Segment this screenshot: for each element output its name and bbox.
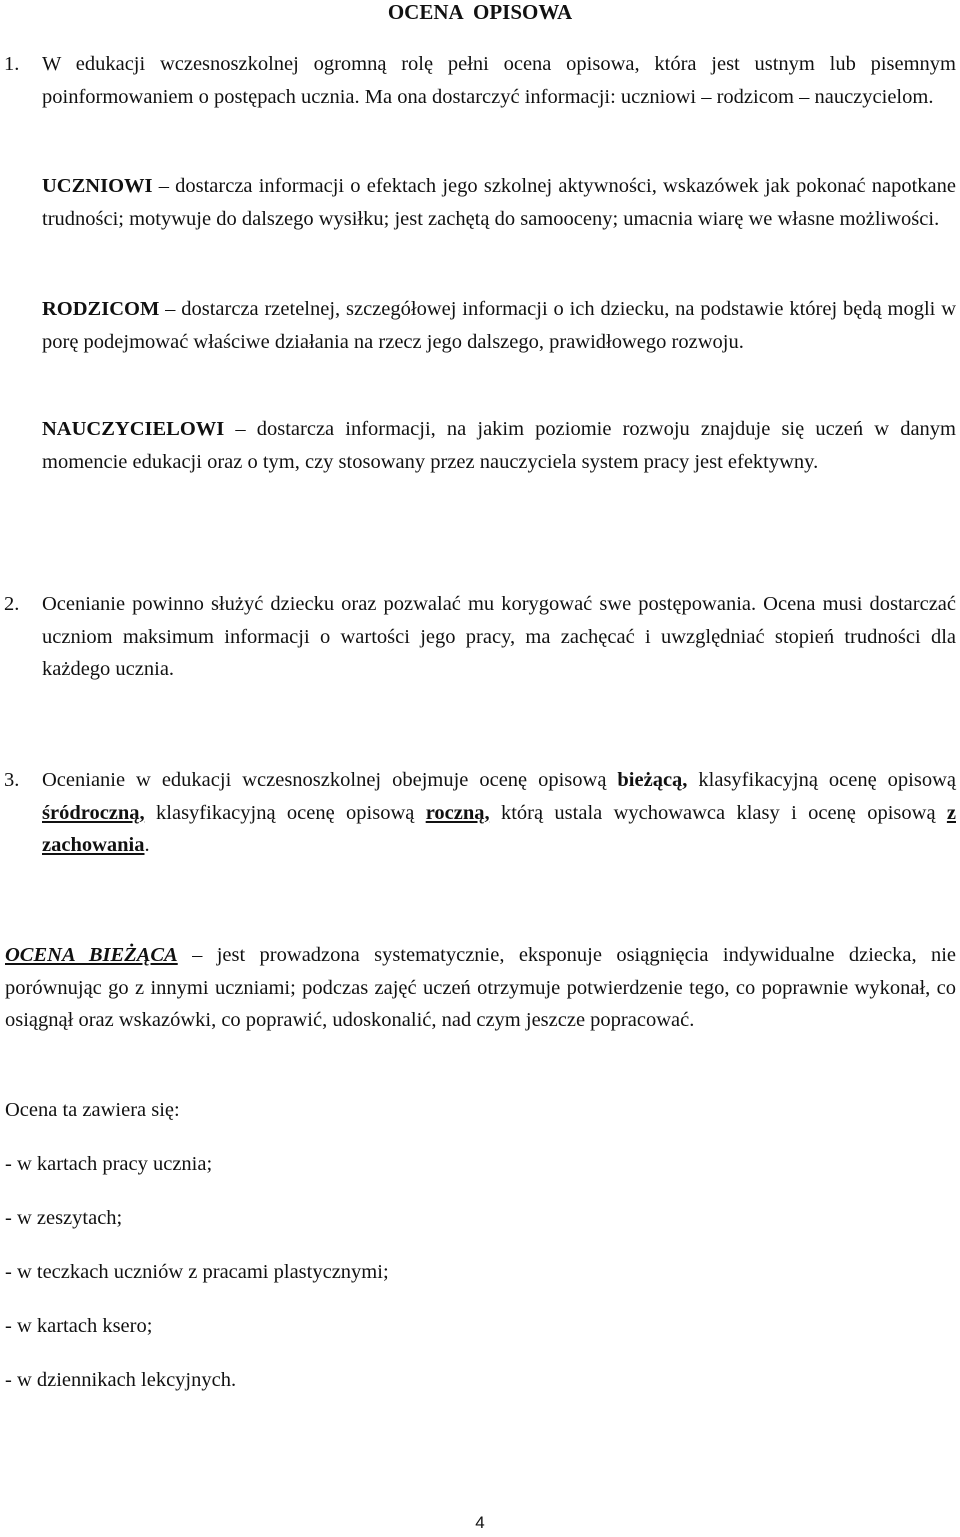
rodzicom-paragraph <box>42 293 956 358</box>
uczniowi-text: – dostarcza informacji o efektach jego szkolnej aktywności, wskazówek jak pokonać napotkane trudności; motywuje do dalszego wysiłku; jest zachętą do samooceny; umacnia wiarę we własne możliwości. <box>42 175 956 230</box>
section-3-number: 3. <box>4 769 20 791</box>
uczniowi-label: UCZNIOWI <box>42 175 153 197</box>
section-2-number: 2. <box>4 593 20 615</box>
list-item: - w dziennikach lekcyjnych. <box>5 1369 237 1391</box>
nauczycielowi-text: – dostarcza informacji, na jakim poziomie rozwoju znajduje się uczeń w danym momencie edukacji oraz o tym, czy stosowany przez nauczyciela system pracy jest efektywny. <box>42 418 956 473</box>
page-number: 4 <box>475 1513 485 1532</box>
biezaca-paragraph <box>5 939 956 1037</box>
list-item: - w teczkach uczniów z pracami plastycznymi; <box>5 1261 389 1283</box>
list-item: - w zeszytach; <box>5 1207 123 1229</box>
section-3-bold-biezaca: bieżącą, <box>617 769 688 791</box>
rodzicom-text: – dostarcza rzetelnej, szczegółowej informacji o ich dziecku, na podstawie której będą mogli w porę podejmować właściwe działania na rzecz jego dalszego, prawidłowego rozwoju. <box>42 298 956 353</box>
section-3-text-c: klasyfikacyjną ocenę opisową <box>144 801 426 824</box>
nauczycielowi-paragraph <box>42 413 956 478</box>
section-3-bold-zachowanie: z zachowania <box>42 801 956 856</box>
list-item: - w kartach ksero; <box>5 1315 153 1337</box>
uczniowi-paragraph <box>42 170 956 235</box>
section-3-text-d: którą ustala wychowawca klasy i ocenę opisową <box>489 801 947 824</box>
biezaca-list-intro: Ocena ta zawiera się: <box>5 1099 180 1121</box>
section-3-text-a: Ocenianie w edukacji wczesnoszkolnej obejmuje ocenę opisową <box>42 769 618 791</box>
section-2-text: Ocenianie powinno służyć dziecku oraz pozwalać mu korygować swe postępowania. Ocena musi dostarczać uczniom maksimum informacji o wartości jego pracy, ma zachęcać i uwzględniać stopień trudności dla każdego ucznia. <box>42 593 956 680</box>
section-3-bold-srodroczna: śródroczną, <box>42 801 145 824</box>
rodzicom-label: RODZICOM <box>42 298 160 320</box>
list-item: - w kartach pracy ucznia; <box>5 1153 213 1175</box>
page-title: OCENA OPISOWA <box>387 0 573 24</box>
section-1-intro: W edukacji wczesnoszkolnej ogromną rolę pełni ocena opisowa, która jest ustnym lub pisemnym poinformowaniem o postępach ucznia. Ma ona dostarczyć informacji: uczniowi – rodzicom – nauczycielom. <box>42 53 956 108</box>
section-3-bold-roczna: roczną, <box>425 801 490 824</box>
section-3-text <box>42 764 956 862</box>
nauczycielowi-label: NAUCZYCIELOWI <box>42 418 225 440</box>
biezaca-text: – jest prowadzona systematycznie, eksponuje osiągnięcia indywidualne dziecka, nie porównując go z innymi uczniami; podczas zajęć uczeń otrzymuje potwierdzenie tego, co poprawnie wykonał, co osiągnął oraz wskazówki, co poprawić, udoskonalić, nad czym jeszcze popracować. <box>5 944 956 1031</box>
section-3-text-e: . <box>144 834 150 856</box>
section-3-text-b: klasyfikacyjną ocenę opisową <box>687 769 956 791</box>
biezaca-heading: OCENA BIEŻĄCA <box>5 944 178 966</box>
section-1-number: 1. <box>4 53 20 75</box>
